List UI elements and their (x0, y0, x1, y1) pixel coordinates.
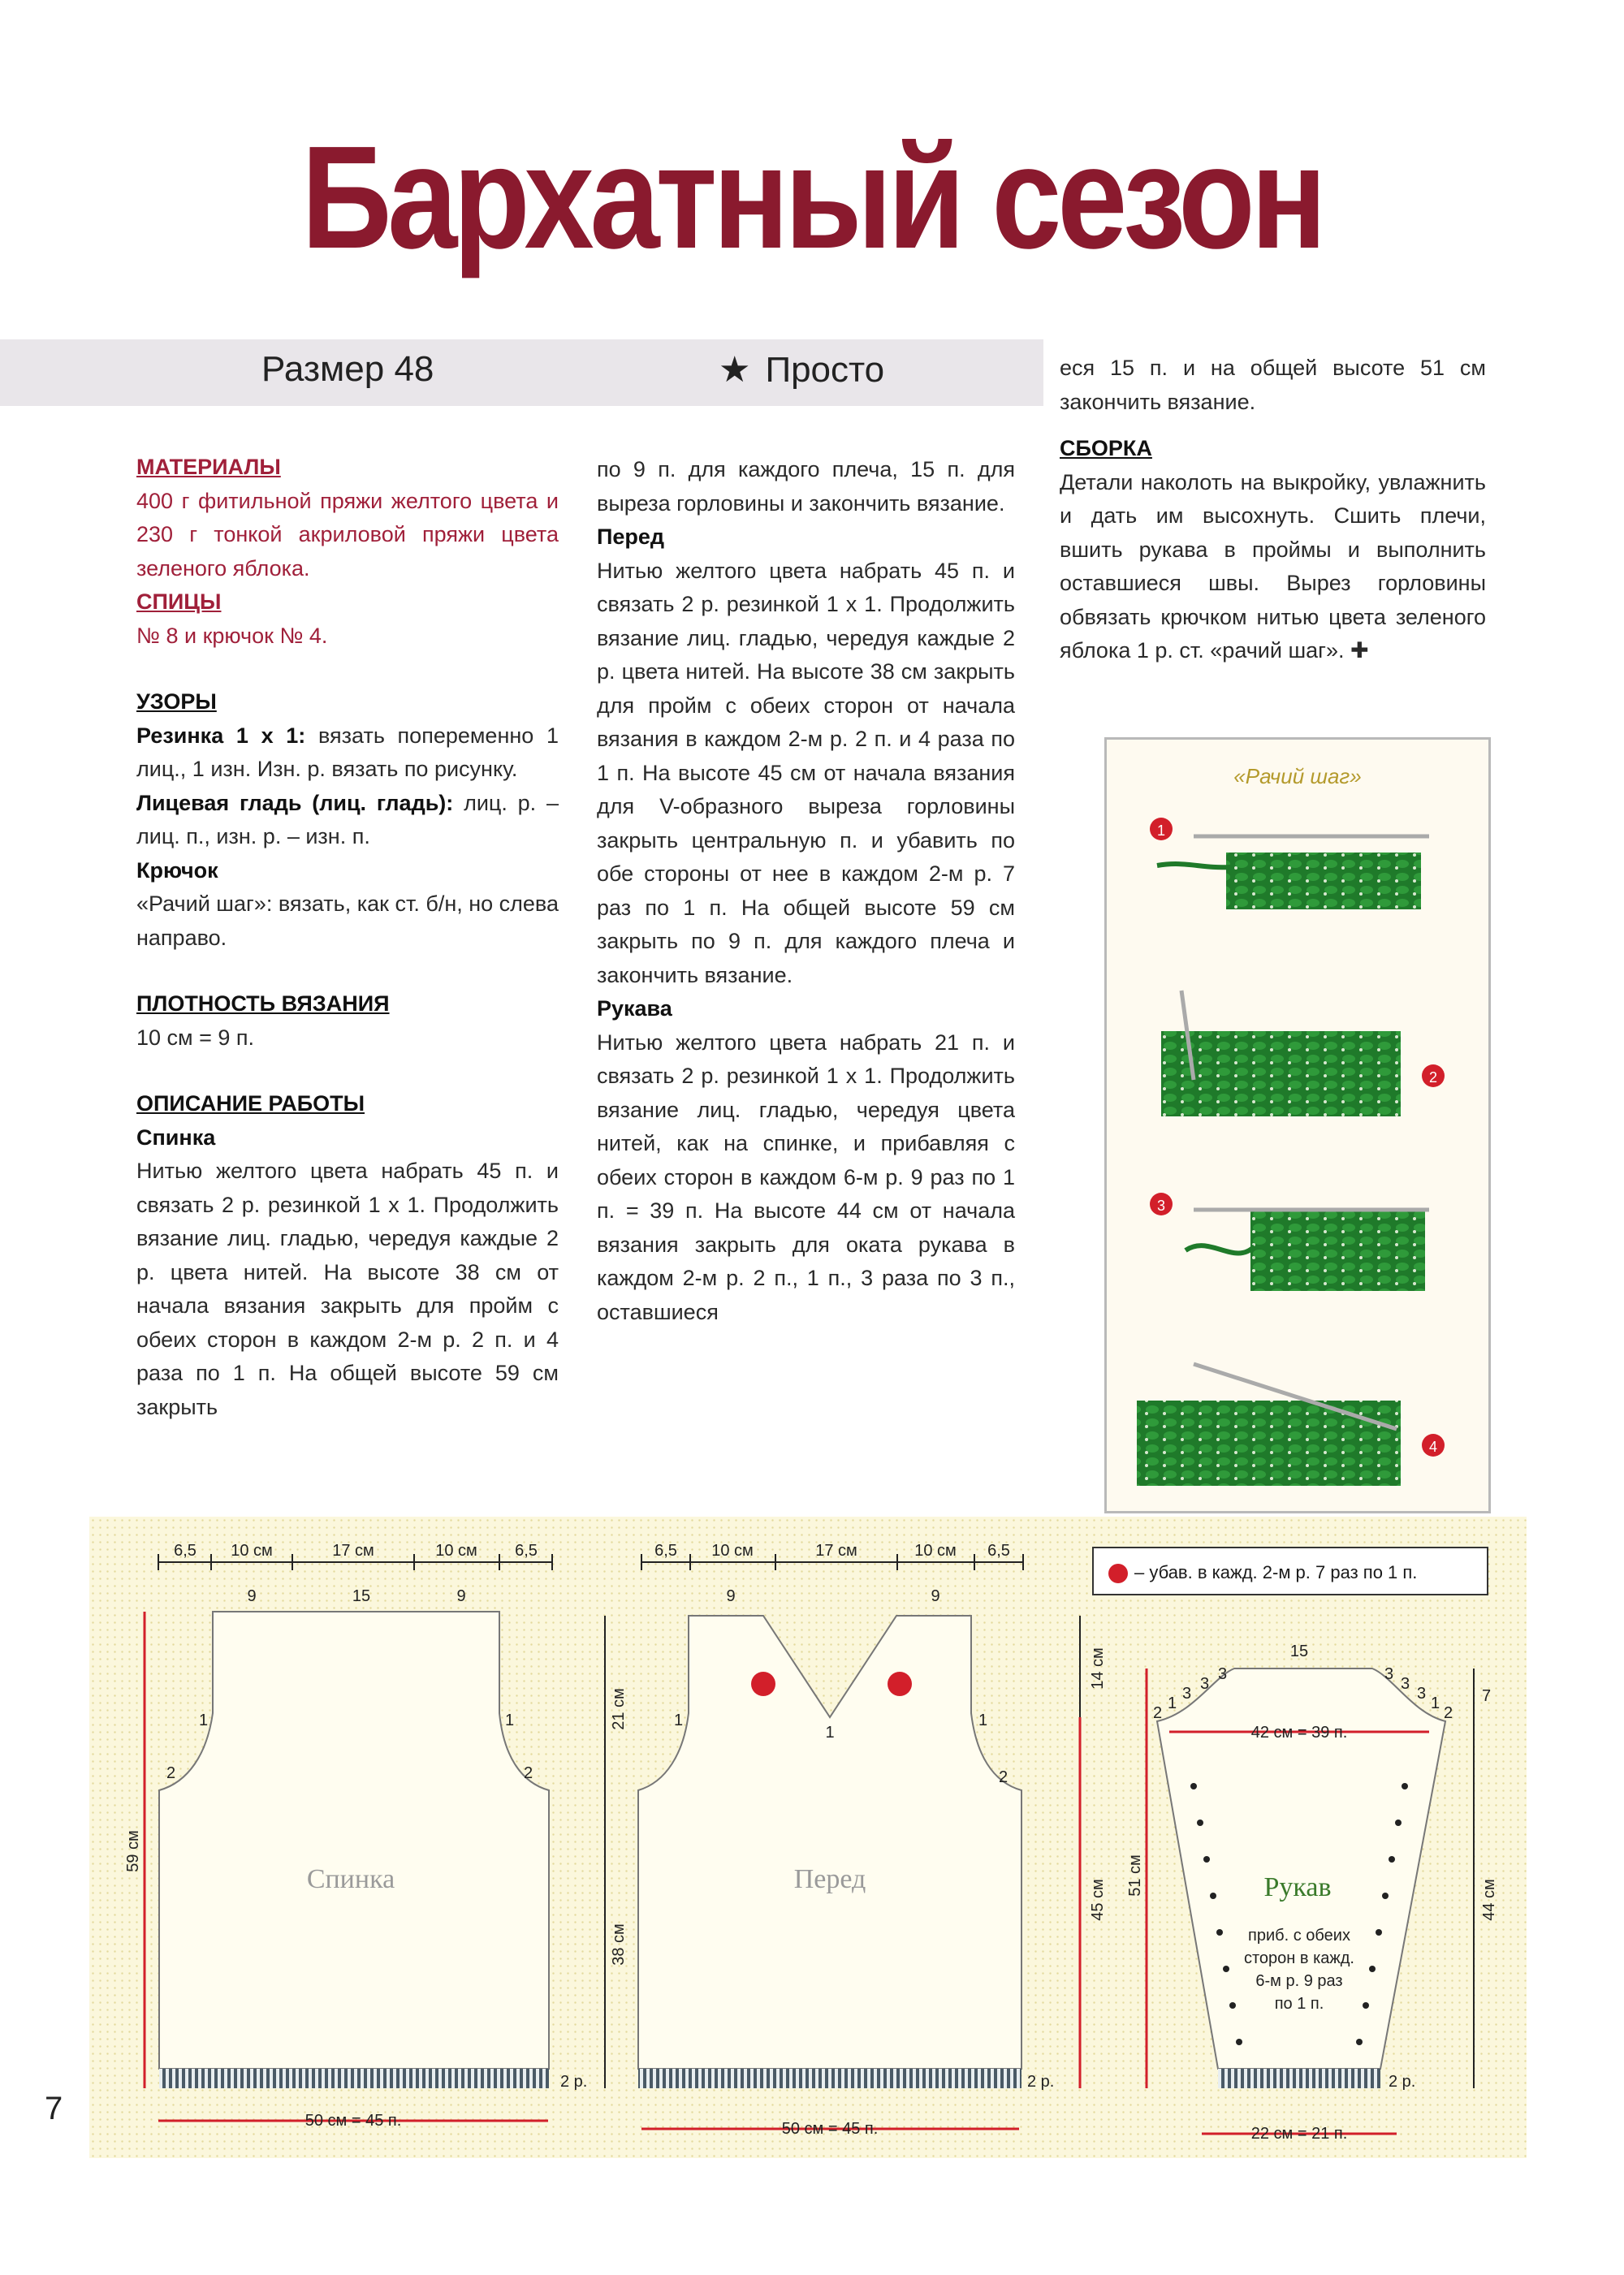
needles-text: № 8 и крючок № 4. (136, 623, 328, 648)
back-top-dim-3: 17 см (332, 1542, 374, 1560)
front-armhole-3: 2 (999, 1768, 1009, 1786)
sleeve-cap-right-1: 3 (1384, 1665, 1394, 1683)
sleeve-note-3: 6-м р. 9 раз (1255, 1972, 1343, 1990)
sleeve-cap-left-3: 3 (1182, 1685, 1192, 1703)
front-top-dim-4: 10 см (914, 1542, 957, 1560)
back-top-dim-1: 6,5 (174, 1542, 197, 1560)
sleeve-lower-height: 44 см (1480, 1879, 1498, 1921)
sleeve-note-4: по 1 п. (1274, 1995, 1324, 2013)
sleeve-note-1: приб. с обеих (1248, 1927, 1350, 1945)
star-icon: ★ (719, 350, 751, 390)
sleeve-schema (1126, 1643, 1498, 2143)
front-decrease-marker-right (888, 1672, 912, 1696)
back-text: Нитью желтого цвета набрать 45 п. и связать 2 р. резинкой 1 х 1. Продолжить вязание лиц. гладью, чередуя каждые 2 р. цвета нитей. На высоте 38 см от начала вязания закрыть для пройм с обеих сторон в каждом 2-м р. 2 п. и 4 раза по 1 п. На общей высоте 59 см закрыть (136, 1159, 559, 1419)
front-v-height: 45 см (1089, 1879, 1107, 1921)
back-st-1: 9 (247, 1587, 257, 1605)
assembly-text: Детали наколоть на выкройку, увлажнить и дать им высохнуть. Сшить плечи, вшить рукава в проймы и выполнить оставшиеся швы. Вырез горловины обвязать крючком нитью цвета зеленого яблока 1 р. ст. «рачий шаг». ✚ (1060, 469, 1486, 663)
front-text: Нитью желтого цвета набрать 45 п. и связать 2 р. резинкой 1 х 1. Продолжить вязание лиц. гладью, чередуя каждые 2 р. цвета нитей. На высоте 38 см закрыть для пройм с обеих сторон от начала вязания в каждом 2-м р. 2 п. и 4 раза по 1 п. На высоте 45 см от начала вязания для V-образного выреза горловины закрыть центральную п. и убавить по обе стороны от нее в каждом 2-м р. 7 раз по 1 п. На общей высоте 59 см закрыть по 9 п. для каждого плеча и закончить вязание. (597, 558, 1015, 987)
crochet-step-2 (1161, 991, 1445, 1116)
front-top-dim-2: 10 см (711, 1542, 754, 1560)
size-label: Размер 48 (261, 349, 434, 389)
back-schema (124, 1542, 587, 2130)
front-armhole-1: 1 (674, 1712, 684, 1729)
svg-text:3: 3 (1156, 1198, 1166, 1214)
page-title: Бархатный сезон (301, 116, 1323, 279)
front-armhole-2: 1 (978, 1712, 988, 1729)
back-text-cont: по 9 п. для каждого плеча, 15 п. для выреза горловины и закончить вязание. (597, 457, 1015, 516)
sleeve-cap-right-4: 1 (1431, 1694, 1440, 1712)
sleeve-width: 42 см = 39 п. (1250, 1724, 1348, 1742)
back-heading: Спинка (136, 1125, 216, 1150)
sleeve-cap-left-1: 3 (1218, 1665, 1228, 1683)
front-label: Перед (793, 1864, 866, 1894)
back-armhole-3: 1 (505, 1712, 515, 1729)
front-top-dim-3: 17 см (815, 1542, 857, 1560)
back-rib-rows: 2 р. (560, 2073, 588, 2091)
crochet-step-1 (1150, 818, 1429, 909)
sleeve-cap-right-5: 2 (1444, 1704, 1453, 1722)
front-decrease-marker-left (751, 1672, 775, 1696)
hook-text: «Рачий шаг»: вязать, как ст. б/н, но слева направо. (136, 891, 559, 950)
sleeve-label: Рукав (1263, 1872, 1332, 1902)
sleeve-cap-right-2: 3 (1401, 1675, 1410, 1693)
front-armhole-height: 21 см (610, 1688, 628, 1730)
sleeve-bottom-width: 22 см = 21 п. (1250, 2125, 1348, 2143)
crochet-step-3 (1150, 1193, 1429, 1291)
materials-heading: МАТЕРИАЛЫ (136, 455, 281, 479)
front-top-dim-1: 6,5 (654, 1542, 677, 1560)
back-top-dim-5: 6,5 (515, 1542, 538, 1560)
hook-heading: Крючок (136, 857, 218, 883)
level-text: Просто (765, 350, 885, 390)
front-lower-height: 38 см (610, 1923, 628, 1966)
front-v-center: 1 (825, 1724, 835, 1742)
legend-text: – убав. в кажд. 2-м р. 7 раз по 1 п. (1134, 1562, 1418, 1582)
back-armhole-4: 2 (524, 1764, 533, 1782)
back-bottom-width: 50 см = 45 п. (304, 2112, 402, 2130)
sleeve-top-st: 15 (1289, 1643, 1309, 1660)
sleeve-text-cont: еся 15 п. и на общей высоте 51 см закончить вязание. (1060, 356, 1486, 414)
density-heading: ПЛОТНОСТЬ ВЯЗАНИЯ (136, 991, 390, 1016)
front-rib-rows: 2 р. (1027, 2073, 1055, 2091)
density-text: 10 см = 9 п. (136, 1025, 255, 1050)
front-st-2: 9 (931, 1587, 940, 1605)
page-number: 7 (45, 2091, 63, 2126)
svg-text:2: 2 (1428, 1069, 1438, 1086)
front-schema (605, 1542, 1107, 2138)
sleeve-text: Нитью желтого цвета набрать 21 п. и связать 2 р. резинкой 1 х 1. Продолжить вязание лиц. гладью, чередуя цвета нитей, как на спинке, и прибавляя с обеих сторон в каждом 6-м р. 9 раз по 1 п. = 39 п. На высоте 44 см от начала вязания закрыть для оката рукава в каждом 2-м р. 2 п., 1 п., 3 раза по 3 п., оставшиеся (597, 1030, 1015, 1324)
back-armhole-1: 1 (199, 1712, 209, 1729)
sleeve-rib-rows: 2 р. (1389, 2073, 1416, 2091)
stockinette-pattern: Лицевая гладь (лиц. гладь): лиц. р. – лиц. п., изн. р. – изн. п. (136, 790, 559, 848)
rib-pattern: Резинка 1 х 1: вязать попеременно 1 лиц., 1 изн. Изн. р. вязать по рисунку. (136, 723, 559, 781)
sleeve-heading: Рукава (597, 996, 672, 1021)
back-st-2: 15 (352, 1587, 371, 1605)
crochet-step-4 (1137, 1364, 1445, 1486)
back-label: Спинка (306, 1864, 395, 1894)
svg-text:1: 1 (1156, 822, 1166, 839)
svg-text:4: 4 (1428, 1439, 1438, 1455)
back-st-3: 9 (456, 1587, 466, 1605)
sleeve-cap-left-5: 2 (1153, 1704, 1163, 1722)
back-top-dim-2: 10 см (231, 1542, 273, 1560)
sleeve-total-height: 51 см (1126, 1854, 1144, 1897)
back-top-dim-4: 10 см (435, 1542, 477, 1560)
sleeve-note-2: сторон в кажд. (1243, 1949, 1355, 1967)
needles-heading: СПИЦЫ (136, 589, 222, 614)
description-heading: ОПИСАНИЕ РАБОТЫ (136, 1091, 365, 1116)
front-heading: Перед (597, 525, 665, 549)
back-armhole-2: 2 (166, 1764, 176, 1782)
crochet-steps-title: «Рачий шаг» (1233, 764, 1362, 788)
sleeve-cap-left-2: 3 (1200, 1675, 1210, 1693)
front-top-dim-5: 6,5 (987, 1542, 1010, 1560)
front-neck-height: 14 см (1089, 1647, 1107, 1690)
sleeve-cap-left-4: 1 (1168, 1694, 1177, 1712)
front-bottom-width: 50 см = 45 п. (781, 2120, 879, 2138)
assembly-heading: СБОРКА (1060, 436, 1152, 460)
patterns-heading: УЗОРЫ (136, 689, 217, 714)
sleeve-cap-right-3: 3 (1417, 1685, 1427, 1703)
sleeve-cap-height: 7 (1482, 1687, 1492, 1705)
front-st-1: 9 (726, 1587, 736, 1605)
materials-text: 400 г фитильной пряжи желтого цвета и 230 г тонкой акриловой пряжи цвета зеленого яблока. (136, 488, 559, 581)
back-height: 59 см (124, 1830, 142, 1872)
